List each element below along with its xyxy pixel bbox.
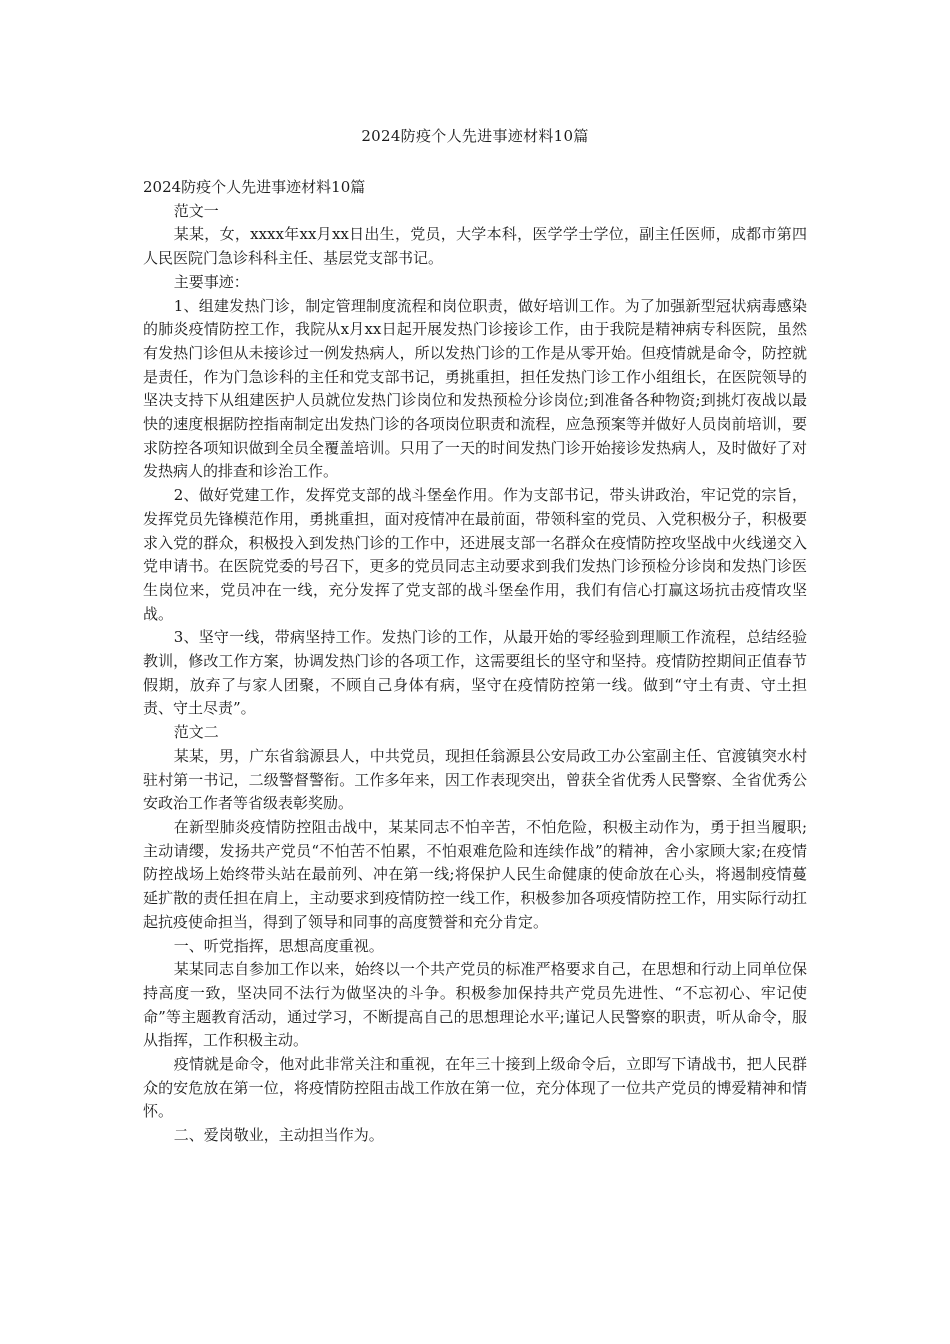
document-title: 2024防疫个人先进事迹材料10篇 [361, 127, 589, 145]
section-label-fanwen-2: 范文二 [173, 723, 219, 742]
paragraph: 1、组建发热门诊，制定管理制度流程和岗位职责，做好培训工作。为了加强新型冠状病毒感染的肺炎疫情防控工作，我院从x月xx日起开展发热门诊接诊工作，由于我院是精神病专科医院，虽然有发热门诊但从未接诊过一例发热病人，所以发热门诊的工作是从零开始。但疫情就是命令，防控就是责任，作为门急诊科的主任和党支部书记，勇挑重担，担任发热门诊工作小组组长，在医院领导的坚决支持下从组建医护人员就位发热门诊岗位和发热预检分诊岗位;到准备各种物资;到挑灯夜战以最快的速度根据防控指南制定出发热门诊的各项岗位职责和流程，应急预案等并做好人员岗前培训，要求防控各项知识做到全员全覆盖培训。只用了一天的时间发热门诊开始接诊发热病人，及时做好了对发热病人的排查和诊治工作。 [143, 296, 807, 481]
paragraph: 2、做好党建工作，发挥党支部的战斗堡垒作用。作为支部书记，带头讲政治，牢记党的宗旨，发挥党员先锋模范作用，勇挑重担，面对疫情冲在最前面，带领科室的党员、入党积极分子，积极要求入党的群众，积极投入到发热门诊的工作中，还进展支部一名群众在疫情防控攻坚战中火线递交入党申请书。在医院党委的号召下，更多的党员同志主动要求到我们发热门诊预检分诊岗和发热门诊医生岗位来，党员冲在一线，充分发挥了党支部的战斗堡垒作用，我们有信心打赢这场抗击疫情攻坚战。 [143, 486, 807, 623]
paragraph: 某某同志自参加工作以来，始终以一个共产党员的标准严格要求自己，在思想和行动上同单位保持高度一致，坚决同不法行为做坚决的斗争。积极参加保持共产党员先进性、“不忘初心、牢记使命”等主题教育活动，通过学习，不断提高自己的思想理论水平;谨记人民警察的职责，听从命令，服从指挥，工作积极主动。 [143, 960, 807, 1050]
document-body [143, 176, 807, 1148]
paragraph: 某某，男，广东省翁源县人，中共党员，现担任翁源县公安局政工办公室副主任、官渡镇突水村驻村第一书记，二级警督警衔。工作多年来，因工作表现突出，曾获全省优秀人民警察、全省优秀公安政治工作者等省级表彰奖励。 [143, 746, 807, 813]
paragraph: 3、坚守一线，带病坚持工作。发热门诊的工作，从最开始的零经验到理顺工作流程，总结经验教训，修改工作方案，协调发热门诊的各项工作，这需要组长的坚守和坚持。疫情防控期间正值春节假期，放弃了与家人团聚，不顾自己身体有病，坚守在疫情防控第一线。做到“守土有责、守土担责、守土尽责”。 [143, 628, 807, 718]
paragraph: 在新型肺炎疫情防控阻击战中，某某同志不怕辛苦，不怕危险，积极主动作为，勇于担当履职;主动请缨，发扬共产党员“不怕苦不怕累，不怕艰难危险和连续作战”的精神，舍小家顾大家;在疫情防控战场上始终带头站在最前列、冲在第一线;将保护人民生命健康的使命放在心头，将遏制疫情蔓延扩散的责任担在肩上，主动要求到疫情防控一线工作，积极参加各项疫情防控工作，用实际行动扛起抗疫使命担当，得到了领导和同事的高度赞誉和充分肯定。 [143, 817, 807, 931]
body-heading: 2024防疫个人先进事迹材料10篇 [143, 178, 366, 196]
paragraph: 疫情就是命令，他对此非常关注和重视，在年三十接到上级命令后，立即写下请战书，把人民群众的安危放在第一位，将疫情防控阻击战工作放在第一位，充分体现了一位共产党员的博爱精神和情怀。 [143, 1055, 807, 1121]
section-label-fanwen-1: 范文一 [173, 201, 219, 220]
subheading: 一、听党指挥，思想高度重视。 [173, 936, 384, 955]
subheading-main-deeds: 主要事迹： [173, 272, 249, 291]
subheading: 二、爱岗敬业，主动担当作为。 [173, 1126, 384, 1145]
paragraph: 某某，女，xxxx年xx月xx日出生，党员，大学本科，医学学士学位，副主任医师，成都市第四人民医院门急诊科科主任、基层党支部书记。 [143, 225, 807, 268]
